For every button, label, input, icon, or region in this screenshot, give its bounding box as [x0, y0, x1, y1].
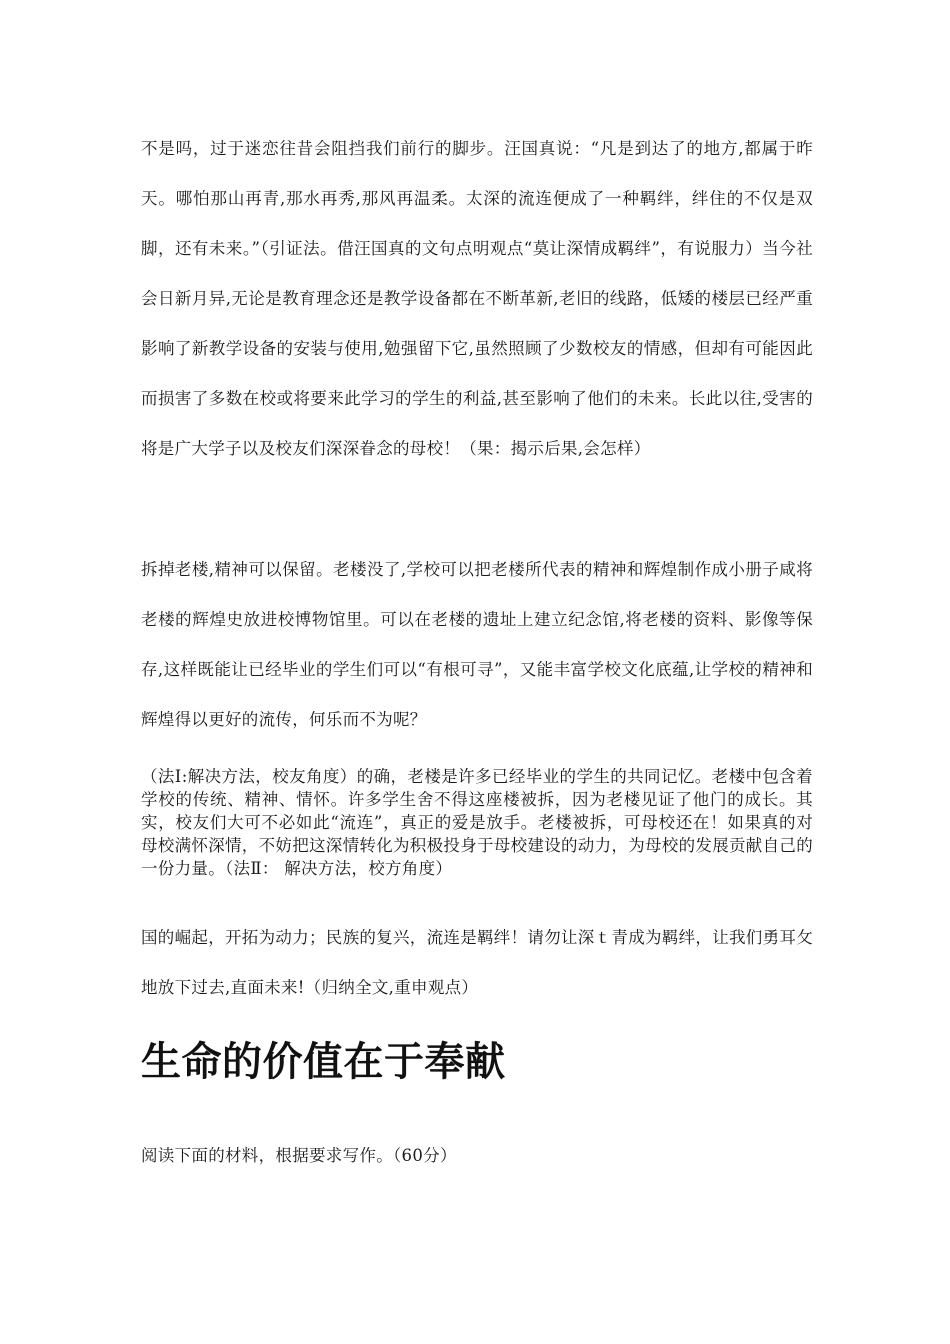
paragraph-solution: （法Ⅰ:解决方法，校友角度）的确，老楼是许多已经毕业的学生的共同记忆。老楼中包含着学校的传统、精神、情怀。许多学生舍不得这座楼被拆，因为老楼见证了他门的成长。其实，校友们大可不必如此“流连”，真正的爱是放手。老楼被拆，可母校还在！如果真的对母校满怀深情，不妨把这深情转化为积极投身于母校建设的动力，为母校的发展贡献自己的一份力量。（法Ⅱ： 解决方法，校方角度） — [141, 767, 813, 878]
paragraph-argument: 不是吗，过于迷恋往昔会阻挡我们前行的脚步。汪国真说：“凡是到达了的地方,都属于昨天。哪怕那山再青,那水再秀,那风再温柔。太深的流连便成了一种羁绊，绊住的不仅是双脚，还有未来。”（引证法。借汪国真的文句点明观点“莫让深情成羁绊”，有说服力）当今社会日新月异,无论是教育理念还是教学设备都在不断革新,老旧的线路，低矮的楼层已经严重影响了新教学设备的安装与使用,勉强留下它,虽然照顾了少数校友的情感，但却有可能因此而损害了多数在校或将要来此学习的学生的利益,甚至影响了他们的未来。长此以往,受害的将是广大学子以及校友们深深眷念的母校！（果：揭示后果,会怎样） — [141, 139, 813, 458]
paragraph-preserve-spirit: 拆掉老楼,精神可以保留。老楼没了,学校可以把老楼所代表的精神和辉煌制作成小册子咸将老楼的辉煌史放进校博物馆里。可以在老楼的遗址上建立纪念馆,将老楼的资料、影像等保存,这样既能让已经毕业的学生们可以“有根可寻”，又能丰富学校文化底蕴,让学校的精神和辉煌得以更好的流传，何乐而不为呢？ — [141, 560, 813, 729]
paragraph-conclusion: 国的崛起，开拓为动力；民族的复兴，流连是羁绊！请勿让深ｔ青成为羁绊，让我们勇耳攵地放下过去,直面未来!（归纳全文,重申观点） — [141, 928, 813, 997]
essay-title: 生命的价值在于奉献 — [141, 1039, 506, 1085]
essay-instruction: 阅读下面的材料，根据要求写作。（60分） — [141, 1146, 457, 1165]
